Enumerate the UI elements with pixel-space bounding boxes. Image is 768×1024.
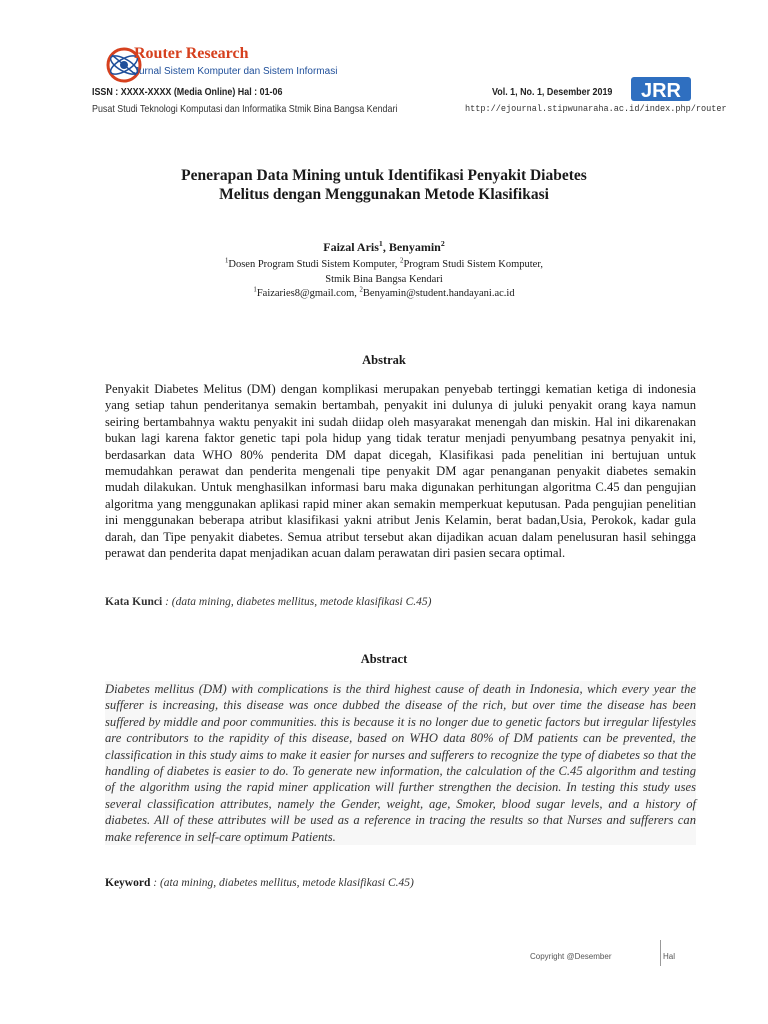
issn-line: ISSN : XXXX-XXXX (Media Online) Hal : 01-06 xyxy=(92,86,283,98)
keyword-line xyxy=(105,877,414,889)
kata-kunci-text: : (data mining, diabetes mellitus, metode klasifikasi C.45) xyxy=(162,596,432,608)
footer-copyright: Copyright @Desember xyxy=(530,952,612,961)
keyword-text: : (ata mining, diabetes mellitus, metode klasifikasi C.45) xyxy=(150,877,414,889)
institution-line: Pusat Studi Teknologi Komputasi dan Informatika Stmik Bina Bangsa Kendari xyxy=(92,103,398,115)
kata-kunci-line xyxy=(105,596,431,608)
email-2: Benyamin@student.handayani.ac.id xyxy=(362,288,515,299)
email-sup-2: 2 xyxy=(359,286,363,294)
author-2-sup: 2 xyxy=(440,239,445,248)
email-sup-1: 1 xyxy=(253,286,257,294)
jrr-logo-text: JRR xyxy=(640,80,682,102)
author-separator: , xyxy=(382,240,389,254)
aff-text-1b: Program Studi Sistem Komputer, xyxy=(403,259,544,270)
paper-title xyxy=(110,166,658,204)
author-list xyxy=(110,240,658,255)
journal-url: http://ejournal.stipwunaraha.ac.id/index.php/router xyxy=(465,103,727,114)
email-line xyxy=(110,286,658,301)
footer-divider xyxy=(660,940,661,966)
author-2: Benyamin xyxy=(388,240,441,254)
journal-brand: Router Research xyxy=(134,45,249,62)
title-line-1: Penerapan Data Mining untuk Identifikasi Penyakit Diabetes xyxy=(181,167,587,184)
journal-subtitle: Jurnal Sistem Komputer dan Sistem Informasi xyxy=(134,66,338,77)
affiliation-line-1 xyxy=(110,257,658,272)
author-1: Faizal Aris xyxy=(323,240,379,254)
jrr-logo-icon xyxy=(630,74,692,104)
kata-kunci-label: Kata Kunci xyxy=(105,596,163,608)
aff-text-1a: Dosen Program Studi Sistem Komputer, xyxy=(228,259,401,270)
email-1: Faizaries8@gmail.com, xyxy=(256,288,360,299)
title-line-2: Melitus dengan Menggunakan Metode Klasifikasi xyxy=(219,186,549,203)
affiliation-line-2: Stmik Bina Bangsa Kendari xyxy=(325,274,443,285)
volume-line: Vol. 1, No. 1, Desember 2019 xyxy=(492,86,613,98)
abstract-heading: Abstract xyxy=(360,652,408,666)
footer-page: Hal xyxy=(663,952,676,961)
keyword-label: Keyword xyxy=(105,877,151,889)
aff-sup-1: 1 xyxy=(224,257,229,265)
abstract-body: Diabetes mellitus (DM) with complications is the third highest cause of death in Indonesia, which every year the sufferer is increasing, this disease was once dubbed the disease of the rich, but over time the disease has been suffered by middle and poor communities. this is because it is no longer due to genetic factors but irregular lifestyles are contributors to the rapidity of this disease, based on WHO data 80% of DM patients can be prevented, the classification in this study aims to make it easier for nurses and sufferers to recognize the type of diabetes so that the handling of diabetes is easier to do. To generate new information, the calculation of the C.45 algorithm and testing of the algorithm using the rapid miner application will further strengthen the decision. In testing this study uses several classification attributes, namely the Gender, weight, age, Smoker, blood sugar levels, and a history of diabetes. All of these attributes will be used as a reference in tracing the results so that Nurses and sufferers can make reference in self-care optimum Patients. xyxy=(105,682,696,844)
abstrak-heading: Abstrak xyxy=(362,353,406,367)
aff-sup-2: 2 xyxy=(400,257,404,265)
author-1-sup: 1 xyxy=(378,239,383,248)
abstrak-body: Penyakit Diabetes Melitus (DM) dengan komplikasi merupakan penyebab tertinggi kematian ketiga di indonesia yang setiap tahun penderitanya semakin bertambah, penyakit ini dulunya di juluki penyakit orang kaya namun seiring bertambahnya waktu penyakit ini sudah diidap oleh masyarakat menengah dan miskin. Hal ini dikarenakan bukan lagi karena faktor genetic tapi pola hidup yang tidak teratur menjadi penyumbang pesatnya penyakit ini, berdasarkan data WHO 80% penderita DM dapat dicegah, Klasifikasi pada penelitian ini bertujuan untuk memudahkan perawat dan penderita mengenali tipe penyakit DM agar penanganan penyakit diabetes semakin mudah dilakukan. Untuk menghasilkan informasi baru maka digunakan perhitungan algoritma C.45 dan pengujian algoritma yang menggunakan aplikasi rapid miner akan semakin memperkuat keputusan. Pada pengujian penelitian ini menggunakan beberapa atribut klasifikasi yakni atribut Jenis Kelamin, berat badan,Usia, Perokok, kadar gula darah, dan Tipe penyakit diabetes. Semua atribut tersebut akan dijadikan acuan dalam penelusuran hasil sehingga perawat dan penderita dapat menjadikan acuan dalam perawatan diri pasien secara optimal. xyxy=(105,382,696,561)
